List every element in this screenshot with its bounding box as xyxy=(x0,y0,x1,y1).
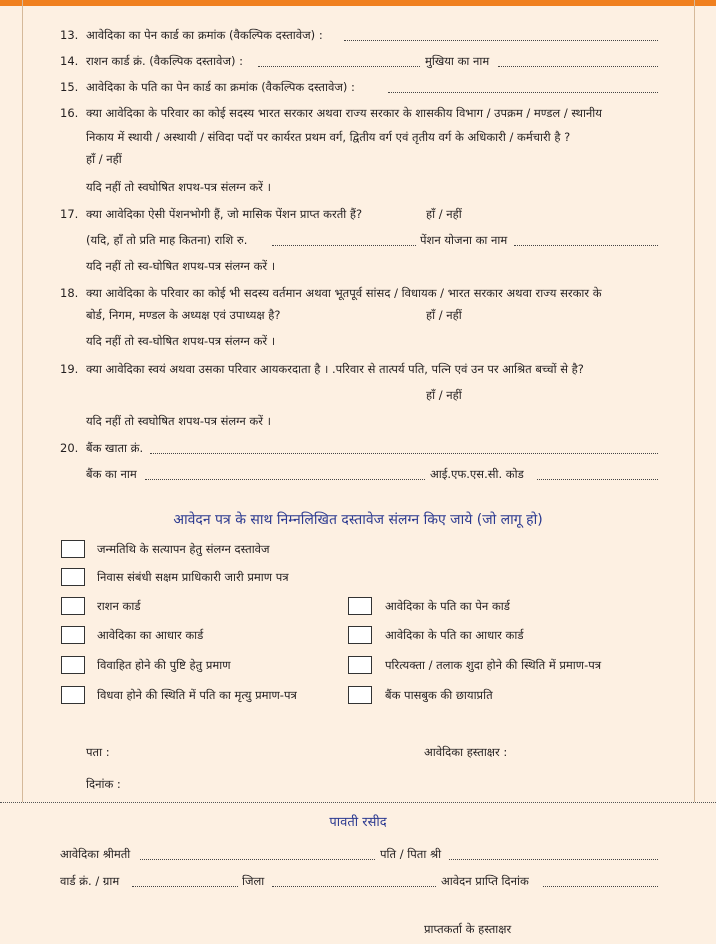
receipt-husband-father-field[interactable] xyxy=(449,859,658,860)
govt-employee-question-cont: निकाय में स्थायी / अस्थायी / संविदा पदों पर कार्यरत प्रथम वर्ग, द्वितीय वर्ग एवं तृतीय वर्ग के अधिकारी / कर्मचारी है ? xyxy=(86,130,571,144)
politician-note: यदि नहीं तो स्व-घोषित शपथ-पत्र संलग्न करें । xyxy=(86,334,276,348)
receipt-cut-line xyxy=(0,802,716,803)
ration-card-checkbox[interactable] xyxy=(61,597,85,615)
receipt-ward-field[interactable] xyxy=(132,886,238,887)
receipt-received-date-label: आवेदन प्राप्ति दिनांक xyxy=(441,874,529,888)
pension-amount-field[interactable] xyxy=(272,245,416,246)
politician-question: क्या आवेदिका के परिवार का कोई भी सदस्य वर्तमान अथवा भूतपूर्व सांसद / विधायक / भारत सरकार अथवा राज्य सरकार के xyxy=(86,286,602,300)
documents-heading: आवेदन पत्र के साथ निम्नलिखित दस्तावेज संलग्न किए जाये (जो लागू हो) xyxy=(173,512,543,528)
receipt-husband-father-label: पति / पिता श्री xyxy=(380,847,442,861)
applicant-signature-label: आवेदिका हस्ताक्षर : xyxy=(424,745,508,759)
bank-account-label: बैंक खाता क्रं. xyxy=(86,441,144,455)
ration-card-doc-label: राशन कार्ड xyxy=(97,599,141,613)
bank-account-field[interactable] xyxy=(150,453,658,454)
pan-card-label: आवेदिका का पेन कार्ड का क्रमांक (वैकल्पिक दस्तावेज) : xyxy=(86,28,323,42)
marriage-proof-label: विवाहित होने की पुष्टि हेतु प्रमाण xyxy=(97,658,231,672)
receiver-signature-label: प्राप्तकर्ता के हस्ताक्षर xyxy=(424,922,512,936)
item-number: 17. xyxy=(60,207,79,221)
residence-proof-label: निवास संबंधी सक्षम प्राधिकारी जारी प्रमाण पत्र xyxy=(97,570,289,584)
right-border xyxy=(694,0,695,802)
item-number: 13. xyxy=(60,28,79,42)
widow-proof-label: विधवा होने की स्थिति में पति का मृत्यु प्रमाण-पत्र xyxy=(97,688,297,702)
ration-card-field[interactable] xyxy=(258,66,420,67)
top-accent-bar xyxy=(0,0,716,6)
head-of-family-field[interactable] xyxy=(498,66,658,67)
husband-pan-field[interactable] xyxy=(388,92,658,93)
head-of-family-label: मुखिया का नाम xyxy=(425,54,490,68)
bank-name-field[interactable] xyxy=(145,479,425,480)
receipt-district-label: जिला xyxy=(242,874,265,888)
govt-employee-options[interactable]: हाँ / नहीं xyxy=(86,152,122,166)
govt-employee-note: यदि नहीं तो स्वघोषित शपथ-पत्र संलग्न करें । xyxy=(86,180,271,194)
abandoned-proof-checkbox[interactable] xyxy=(348,656,372,674)
aadhaar-doc-label: आवेदिका का आधार कार्ड xyxy=(97,628,204,642)
receipt-applicant-label: आवेदिका श्रीमती xyxy=(60,847,131,861)
date-label: दिनांक : xyxy=(86,777,121,791)
husband-pan-checkbox[interactable] xyxy=(348,597,372,615)
aadhaar-checkbox[interactable] xyxy=(61,626,85,644)
receipt-district-field[interactable] xyxy=(272,886,436,887)
husband-pan-label: आवेदिका के पति का पेन कार्ड का क्रमांक (वैकल्पिक दस्तावेज) : xyxy=(86,80,355,94)
passbook-label: बैंक पासबुक की छायाप्रति xyxy=(385,688,493,702)
ifsc-label: आई.एफ.एस.सी. कोड xyxy=(430,467,524,481)
address-label: पता : xyxy=(86,745,110,759)
item-number: 18. xyxy=(60,286,79,300)
husband-aadhaar-doc-label: आवेदिका के पति का आधार कार्ड xyxy=(385,628,524,642)
item-number: 20. xyxy=(60,441,79,455)
govt-employee-question: क्या आवेदिका के परिवार का कोई सदस्य भारत सरकार अथवा राज्य सरकार के शासकीय विभाग / उपक्रम / मण्डल / स्थानीय xyxy=(86,106,602,120)
taxpayer-note: यदि नहीं तो स्वघोषित शपथ-पत्र संलग्न करें । xyxy=(86,414,271,428)
passbook-checkbox[interactable] xyxy=(348,686,372,704)
birth-proof-checkbox[interactable] xyxy=(61,540,85,558)
pension-note: यदि नहीं तो स्व-घोषित शपथ-पत्र संलग्न करें । xyxy=(86,259,276,273)
marriage-proof-checkbox[interactable] xyxy=(61,656,85,674)
left-border xyxy=(22,0,23,802)
item-number: 14. xyxy=(60,54,79,68)
pension-scheme-field[interactable] xyxy=(514,245,658,246)
ifsc-field[interactable] xyxy=(537,479,658,480)
pension-options[interactable]: हाँ / नहीं xyxy=(426,207,462,221)
bank-name-label: बैंक का नाम xyxy=(86,467,137,481)
residence-proof-checkbox[interactable] xyxy=(61,568,85,586)
taxpayer-options[interactable]: हाँ / नहीं xyxy=(426,388,462,402)
politician-question-cont: बोर्ड, निगम, मण्डल के अध्यक्ष एवं उपाध्यक्ष है? xyxy=(86,308,281,322)
item-number: 15. xyxy=(60,80,79,94)
taxpayer-question: क्या आवेदिका स्वयं अथवा उसका परिवार आयकरदाता है । .परिवार से तात्पर्य पति, पत्नि एवं उन पर आश्रित बच्चों से है? xyxy=(86,362,584,376)
item-number: 19. xyxy=(60,362,79,376)
receipt-ward-label: वार्ड क्रं. / ग्राम xyxy=(60,874,120,888)
birth-proof-label: जन्मतिथि के सत्यापन हेतु संलग्न दस्तावेज xyxy=(97,542,270,556)
receipt-heading: पावती रसीद xyxy=(329,815,387,830)
husband-pan-doc-label: आवेदिका के पति का पेन कार्ड xyxy=(385,599,510,613)
husband-aadhaar-checkbox[interactable] xyxy=(348,626,372,644)
pension-question: क्या आवेदिका ऐसी पेंशनभोगी हैं, जो मासिक पेंशन प्राप्त करती हैं? xyxy=(86,207,363,221)
pension-amount-label: (यदि, हाँ तो प्रति माह कितना) राशि रु. xyxy=(86,233,248,247)
abandoned-proof-label: परित्यक्ता / तलाक शुदा होने की स्थिति में प्रमाण-पत्र xyxy=(385,658,602,672)
item-number: 16. xyxy=(60,106,79,120)
receipt-applicant-field[interactable] xyxy=(140,859,375,860)
pan-card-field[interactable] xyxy=(344,40,658,41)
politician-options[interactable]: हाँ / नहीं xyxy=(426,308,462,322)
pension-scheme-label: पेंशन योजना का नाम xyxy=(420,233,508,247)
ration-card-label: राशन कार्ड क्रं. (वैकल्पिक दस्तावेज) : xyxy=(86,54,244,68)
widow-proof-checkbox[interactable] xyxy=(61,686,85,704)
receipt-received-date-field[interactable] xyxy=(543,886,658,887)
